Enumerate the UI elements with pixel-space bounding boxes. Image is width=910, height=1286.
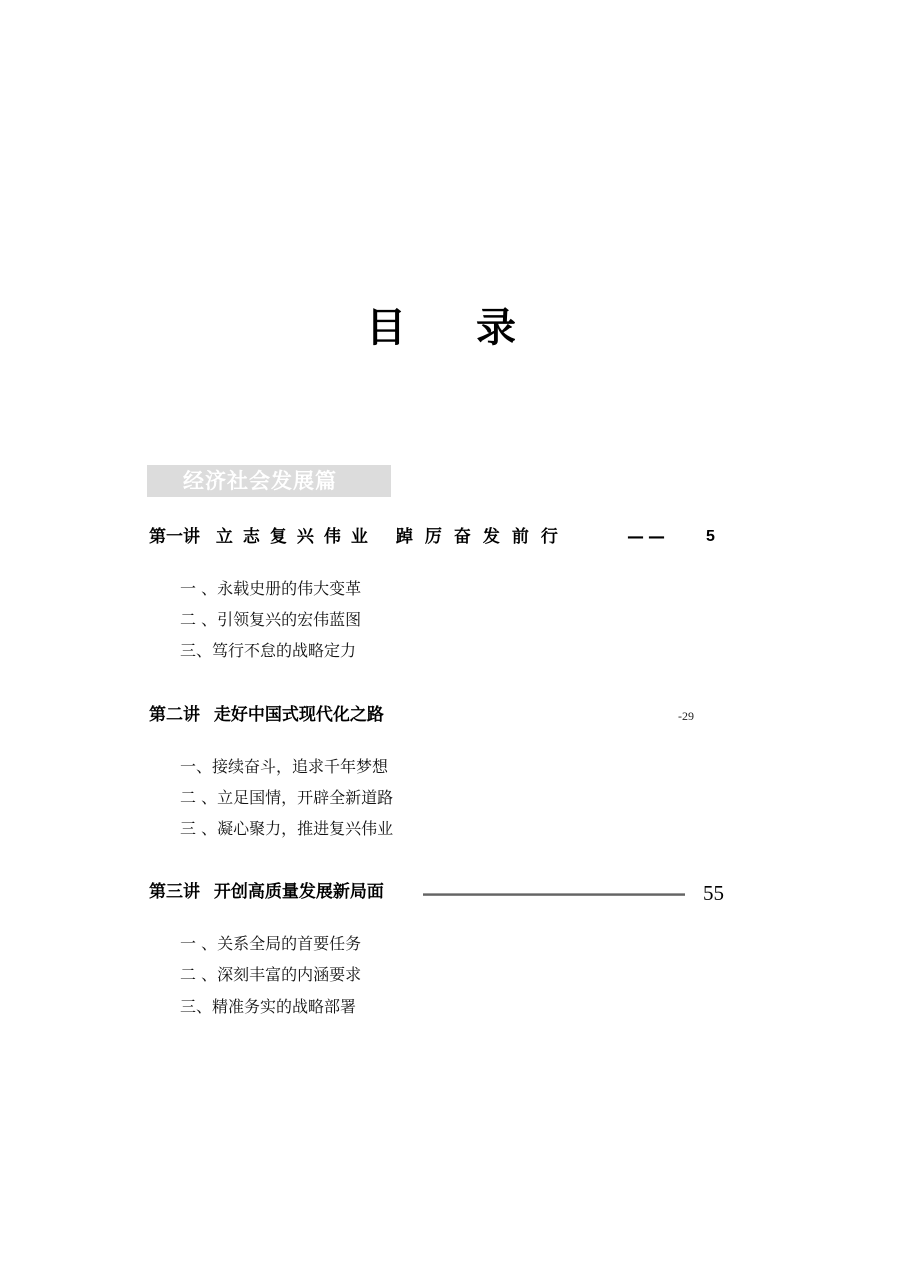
lecture-number: 第二讲 <box>149 705 200 725</box>
page-number: 5 <box>706 528 715 545</box>
lecture-number: 第三讲 <box>149 882 200 902</box>
toc-leader-dash: —— <box>627 527 669 547</box>
toc-subitem[interactable]: 三 、凝心聚力，推进复兴伟业 <box>180 819 394 838</box>
section-heading: 经济社会发展篇 <box>147 465 391 497</box>
toc-subitem[interactable]: 三、笃行不怠的战略定力 <box>180 641 357 660</box>
toc-subitem[interactable]: 一、接续奋斗，追求千年梦想 <box>180 757 389 776</box>
toc-subitem[interactable]: 一 、永载史册的伟大变革 <box>180 579 362 598</box>
page-number: -29 <box>678 709 694 723</box>
lecture-title: 开创高质量发展新局面 <box>213 882 384 902</box>
page-title: 目 录 <box>366 305 544 351</box>
toc-entry-lecture-1[interactable] <box>149 525 570 549</box>
lecture-title-part-2: 踔厉奋发前行 <box>395 527 570 547</box>
lecture-title: 走好中国式现代化之路 <box>213 705 384 725</box>
toc-entry-lecture-3[interactable] <box>149 880 384 904</box>
toc-subitem[interactable]: 二 、立足国情，开辟全新道路 <box>180 788 394 807</box>
page-number: 55 <box>703 881 724 905</box>
toc-subitem[interactable]: 一 、关系全局的首要任务 <box>180 934 362 953</box>
toc-leader-rule <box>423 893 685 896</box>
lecture-number: 第一讲 <box>149 527 200 547</box>
toc-subitem[interactable]: 二 、引领复兴的宏伟蓝图 <box>180 610 362 629</box>
toc-subitem[interactable]: 二 、深刻丰富的内涵要求 <box>180 965 362 984</box>
toc-entry-lecture-2[interactable] <box>149 703 384 727</box>
lecture-title-part-1: 立志复兴伟业 <box>215 527 378 547</box>
toc-subitem[interactable]: 三、精准务实的战略部署 <box>180 997 357 1016</box>
